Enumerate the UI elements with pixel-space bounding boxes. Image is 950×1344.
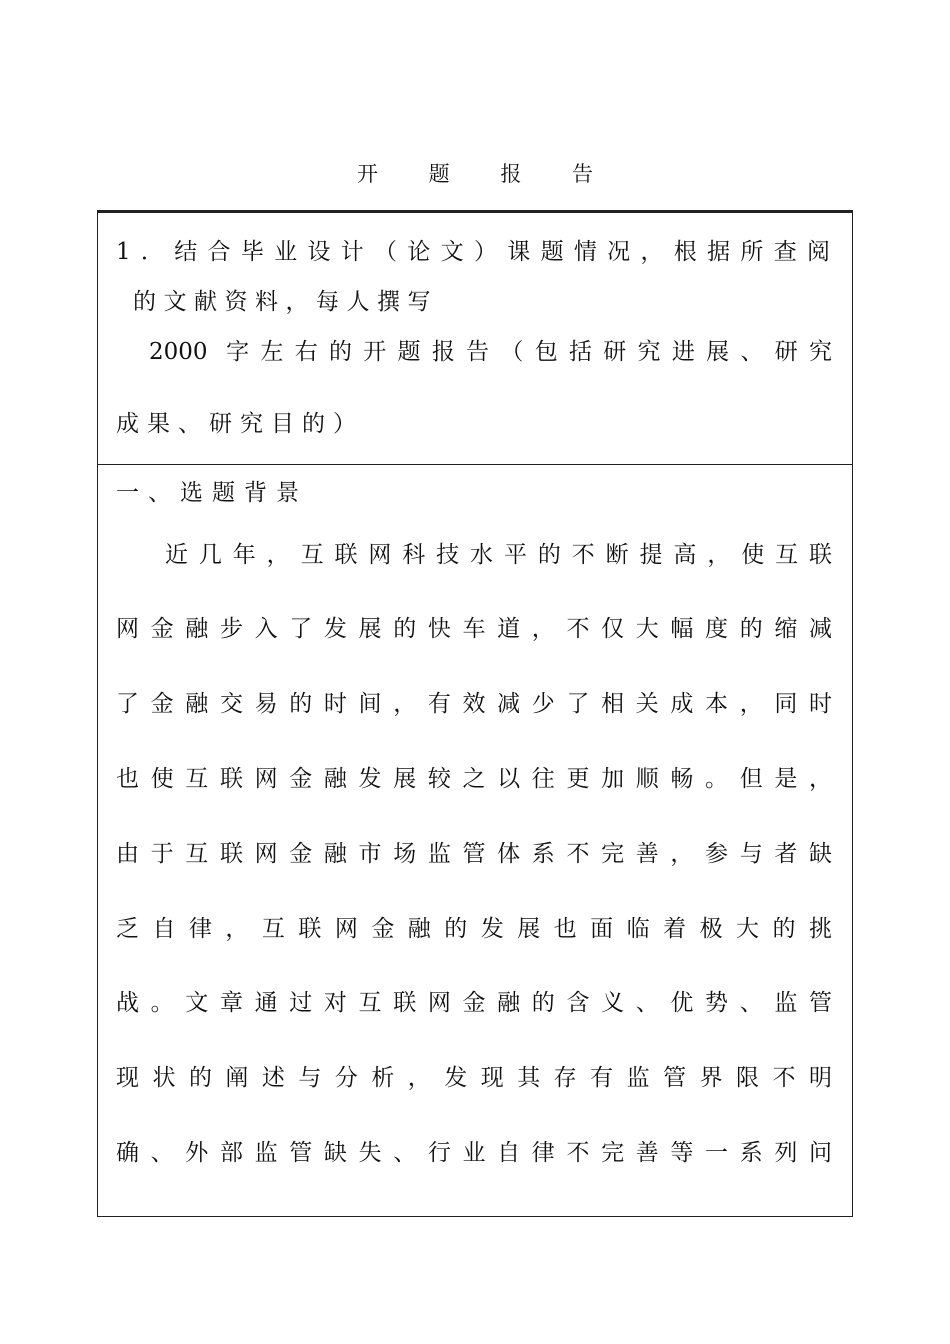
paragraph-line: 也使互联网金融发展较之以往更加顺畅。但是， [116,766,832,792]
paragraph-line: 近几年，互联网科技水平的不断提高，使互联 [165,542,832,568]
paragraph-line: 确、外部监管缺失、行业自律不完善等一系列问 [116,1140,832,1166]
paragraph-line: 现状的阐述与分析，发现其存有监管界限不明 [116,1065,832,1091]
content-cell [98,465,852,1216]
section-heading: 一、选题背景 [116,480,308,506]
page-title: 开 题 报 告 [356,162,616,186]
paragraph-line: 了金融交易的时间，有效减少了相关成本，同时 [116,691,832,717]
paragraph-line: 战。文章通过对互联网金融的含义、优势、监管 [116,990,832,1016]
instruction-line-3: 2000 字左右的开题报告（包括研究进展、研究 [149,339,832,365]
instruction-line-1: 1．结合毕业设计（论文）课题情况，根据所查阅 [116,239,832,265]
instruction-cell [98,211,852,465]
paragraph-line: 由于互联网金融市场监管体系不完善，参与者缺 [116,841,832,867]
paragraph-line: 乏自律，互联网金融的发展也面临着极大的挑 [116,916,832,942]
paragraph-line: 网金融步入了发展的快车道，不仅大幅度的缩减 [116,616,832,642]
instruction-line-2: 的文献资料，每人撰写 [133,289,438,315]
report-table [97,210,853,1217]
instruction-line-4: 成果、研究目的） [116,411,364,437]
